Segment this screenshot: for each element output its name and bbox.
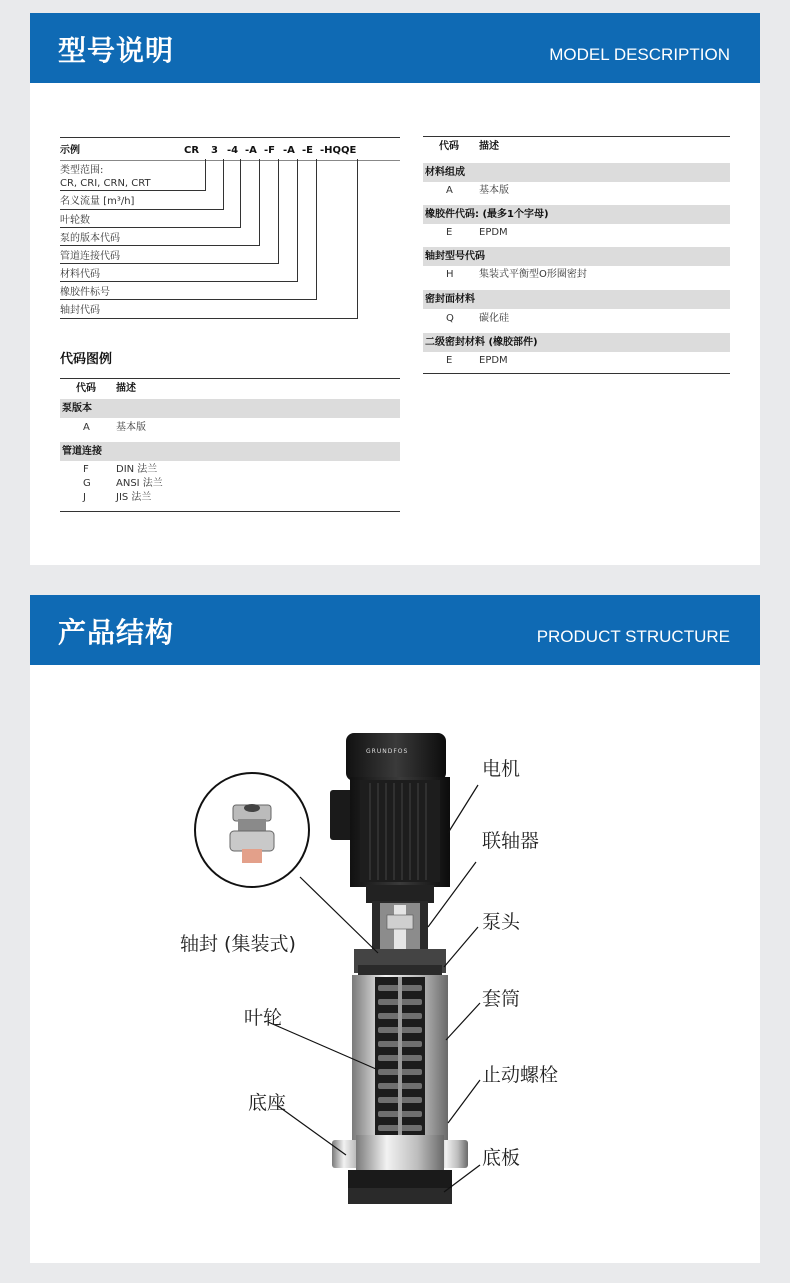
item-impellers: 叶轮数 [60,215,90,226]
left-table-top-rule [60,378,400,379]
section-title-en: MODEL DESCRIPTION [549,45,730,64]
right-row-code: A [446,185,453,196]
left-row-code: J [83,492,86,503]
item-type-range: 类型范围: [60,165,104,176]
item-flow: 名义流量 [m³/h] [60,196,135,207]
left-row-desc: 基本版 [116,422,146,433]
left-group-name: 管道连接 [62,446,102,457]
section-title-en: PRODUCT STRUCTURE [536,627,730,646]
label-motor: 电机 [482,758,521,780]
pump-base [332,1135,468,1204]
left-table-header-code: 代码 [76,383,96,394]
example-code-cr: CR [184,145,200,156]
example-code-material: -A [283,145,295,156]
left-row-code: F [83,464,89,475]
left-table-header-desc: 描述 [116,383,136,394]
label-shaft-seal: 轴封 (集装式) [180,933,296,955]
right-row-code: H [446,269,454,280]
example-code-version: -A [245,145,257,156]
item-material: 材料代码 [60,269,100,280]
section-title-zh: 产品结构 [58,616,175,649]
item-type-range-values: CR, CRI, CRN, CRT [60,178,151,189]
pump-illustration [30,665,760,1263]
right-group-row [423,163,730,182]
label-impeller: 叶轮 [244,1007,283,1029]
motor [330,733,450,903]
right-row-desc: 基本版 [479,185,509,196]
product-structure-card [30,595,760,1263]
right-row-code: E [446,227,453,238]
example-code-pipe: -F [264,145,275,156]
right-group-name: 二级密封材料 (橡胶部件) [425,337,538,348]
right-row-code: E [446,355,453,366]
label-base: 底座 [248,1092,287,1114]
right-row-desc: 集装式平衡型O形圈密封 [479,269,587,280]
right-row-desc: EPDM [479,355,508,366]
section-banner [30,595,760,665]
shaft-seal-inset [195,773,309,887]
item-pipe: 管道连接代码 [60,251,120,262]
right-table-bottom-rule [423,373,730,374]
example-code-stages: -4 [227,145,239,156]
section-title-zh: 型号说明 [58,34,175,67]
label-stay-bolt: 止动螺栓 [482,1064,559,1086]
model-description-card [30,13,760,565]
right-table-header-code: 代码 [439,141,459,152]
right-table-top-rule [423,136,730,137]
right-table-header-desc: 描述 [479,141,499,152]
section-banner [30,13,760,83]
label-sleeve: 套筒 [482,988,521,1010]
item-rubber: 橡胶件标号 [60,287,110,298]
example-top-rule [60,137,400,138]
left-group-row [60,399,400,418]
right-row-code: Q [446,313,454,324]
brand-logo: GRUNDFOS [366,748,409,755]
label-coupling: 联轴器 [482,830,540,852]
right-group-name: 轴封型号代码 [425,251,485,262]
pump-head [354,949,446,977]
right-group-name: 材料组成 [425,167,465,178]
left-table-bottom-rule [60,511,400,512]
label-pump-head: 泵头 [482,911,521,933]
example-code-flow: 3 [211,145,218,156]
right-row-desc: EPDM [479,227,508,238]
item-version: 泵的版本代码 [60,233,120,244]
left-row-desc: ANSI 法兰 [116,478,163,489]
left-row-code: G [83,478,91,489]
label-base-plate: 底板 [482,1147,521,1169]
left-row-desc: JIS 法兰 [116,492,152,503]
example-code-rubber: -E [302,145,313,156]
left-row-code: A [83,422,90,433]
right-group-name: 密封面材料 [425,294,475,305]
coupling [372,901,428,955]
example-sub-rule [60,160,400,161]
left-group-name: 泵版本 [62,403,92,414]
example-label: 示例 [60,145,80,156]
right-group-name: 橡胶件代码: (最多1个字母) [425,209,549,220]
right-row-desc: 碳化硅 [479,313,509,324]
left-row-desc: DIN 法兰 [116,464,158,475]
left-group-row [60,442,400,461]
legend-title: 代码图例 [60,352,113,367]
item-seal: 轴封代码 [60,305,100,316]
example-code-seal: -HQQE [320,145,357,156]
